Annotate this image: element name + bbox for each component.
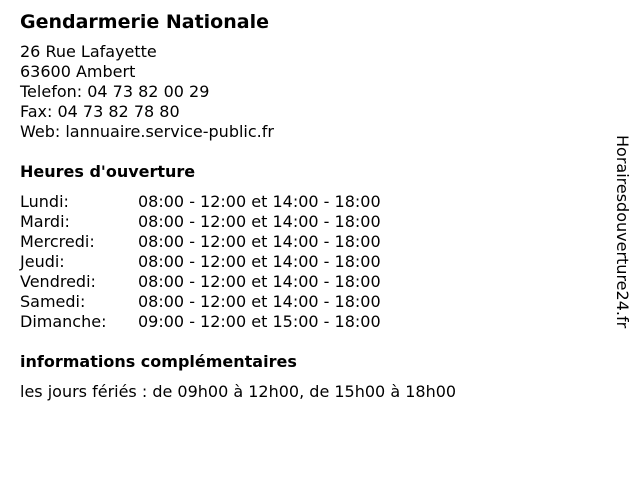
day-label: Jeudi: xyxy=(20,252,65,271)
fax-line: Fax: 04 73 82 78 80 xyxy=(20,102,180,121)
site-watermark: Horairesdouverture24.fr xyxy=(613,135,632,329)
day-label: Vendredi: xyxy=(20,272,96,291)
phone-line: Telefon: 04 73 82 00 29 xyxy=(20,82,210,101)
time-range: 09:00 - 12:00 et 15:00 - 18:00 xyxy=(138,312,381,331)
time-range: 08:00 - 12:00 et 14:00 - 18:00 xyxy=(138,192,381,211)
time-range: 08:00 - 12:00 et 14:00 - 18:00 xyxy=(138,292,381,311)
address-street: 26 Rue Lafayette xyxy=(20,42,157,61)
hours-row xyxy=(20,312,381,332)
hours-row xyxy=(20,292,381,312)
hours-row xyxy=(20,212,381,232)
web-line: Web: lannuaire.service-public.fr xyxy=(20,122,274,141)
hours-heading: Heures d'ouverture xyxy=(20,162,196,181)
day-label: Dimanche: xyxy=(20,312,107,331)
hours-table xyxy=(20,192,381,332)
day-label: Samedi: xyxy=(20,292,86,311)
hours-row xyxy=(20,252,381,272)
address-city: 63600 Ambert xyxy=(20,62,136,81)
day-label: Mercredi: xyxy=(20,232,95,251)
time-range: 08:00 - 12:00 et 14:00 - 18:00 xyxy=(138,252,381,271)
contact-block xyxy=(20,42,600,142)
page-title: Gendarmerie Nationale xyxy=(20,11,269,33)
time-range: 08:00 - 12:00 et 14:00 - 18:00 xyxy=(138,212,381,231)
day-label: Mardi: xyxy=(20,212,70,231)
hours-row xyxy=(20,272,381,292)
time-range: 08:00 - 12:00 et 14:00 - 18:00 xyxy=(138,232,381,251)
holiday-hours-text: les jours fériés : de 09h00 à 12h00, de 15h00 à 18h00 xyxy=(20,382,457,401)
time-range: 08:00 - 12:00 et 14:00 - 18:00 xyxy=(138,272,381,291)
listing-card xyxy=(20,10,600,402)
hours-row xyxy=(20,192,381,212)
hours-row xyxy=(20,232,381,252)
day-label: Lundi: xyxy=(20,192,69,211)
extra-info-heading: informations complémentaires xyxy=(20,352,297,371)
